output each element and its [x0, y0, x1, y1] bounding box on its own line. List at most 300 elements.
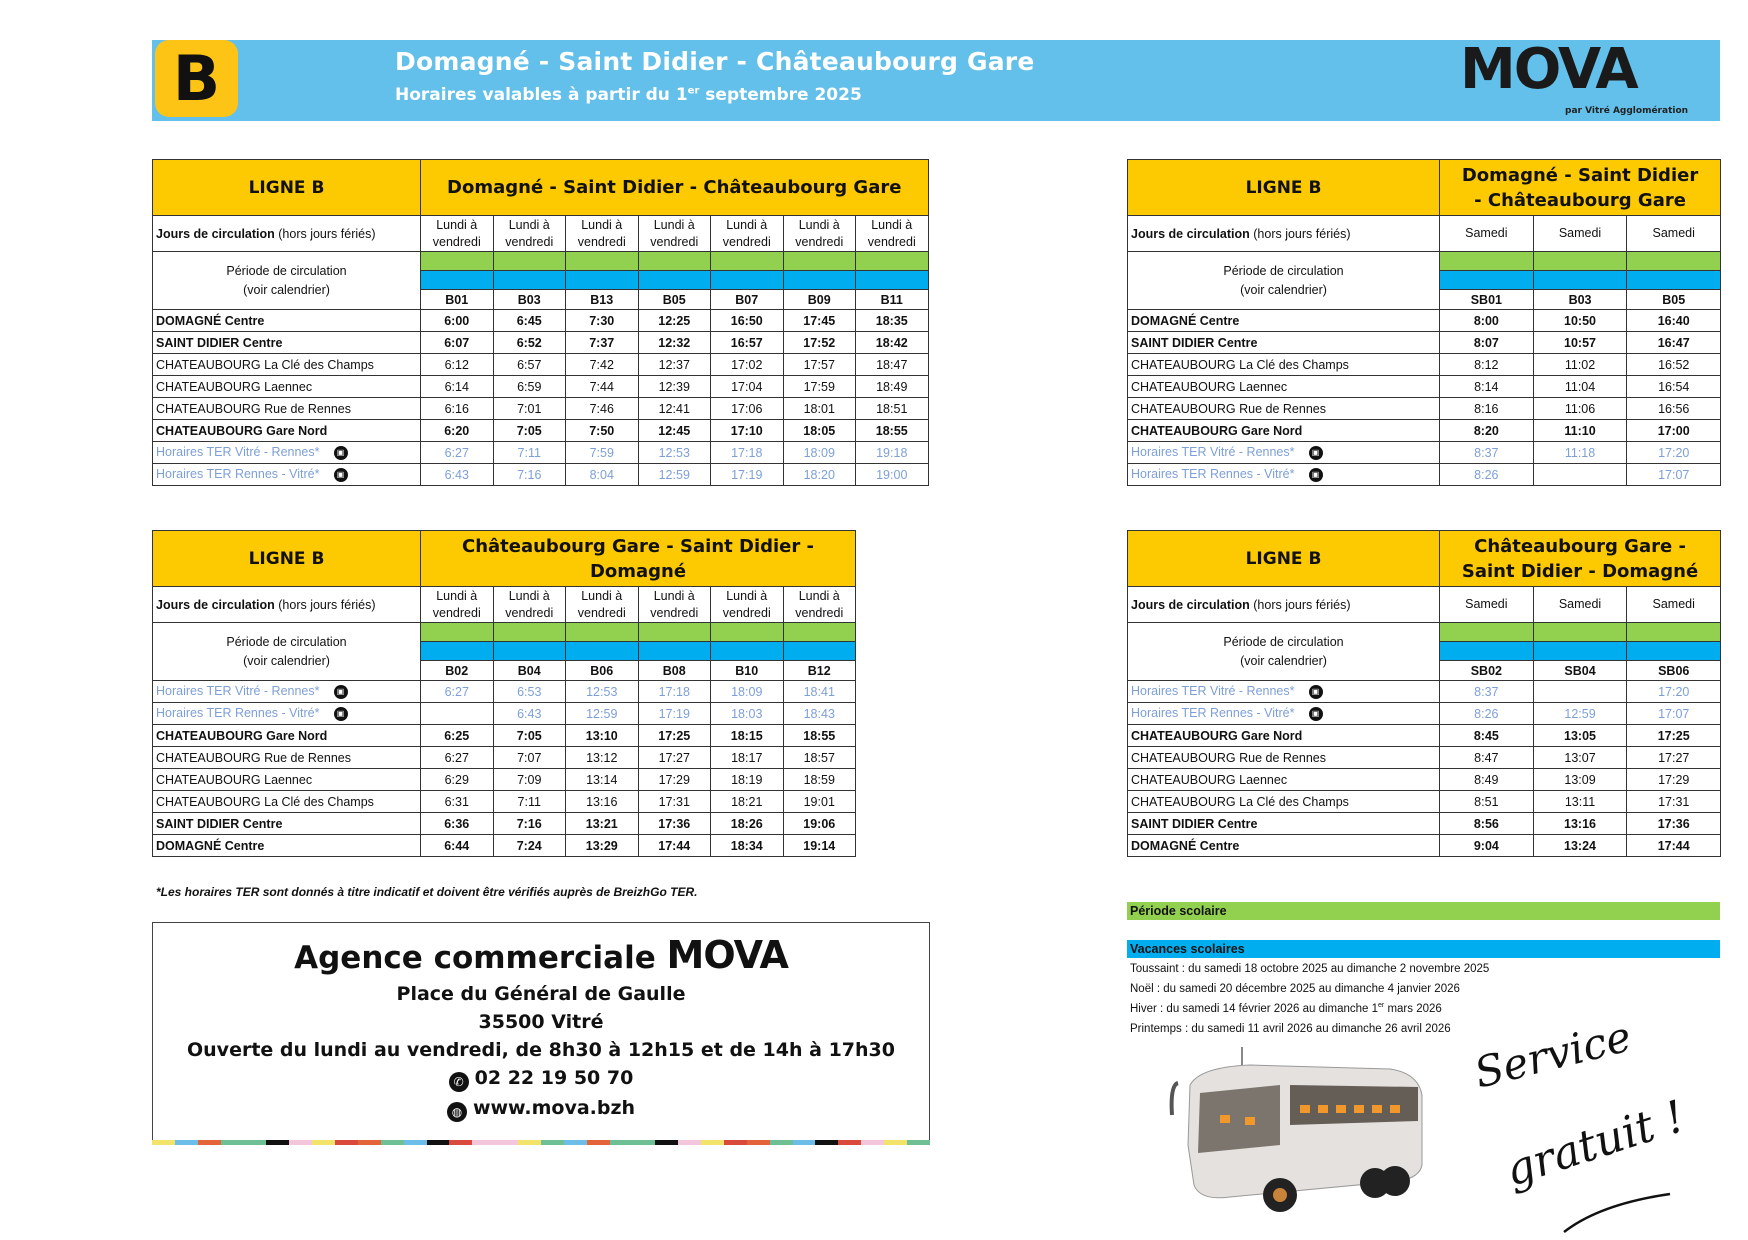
- time-cell: 13:12: [566, 747, 639, 769]
- stop-name: Horaires TER Vitré - Rennes* ▣: [1128, 442, 1440, 464]
- time-cell: 12:53: [566, 681, 639, 703]
- time-cell: 7:42: [566, 354, 639, 376]
- trip-code: B12: [783, 661, 856, 681]
- time-cell: 13:05: [1533, 725, 1627, 747]
- stripe-segment: [152, 1140, 175, 1145]
- stop-name: CHATEAUBOURG Rue de Rennes: [153, 398, 421, 420]
- time-cell: 8:37: [1440, 681, 1534, 703]
- trip-code: SB04: [1533, 661, 1627, 681]
- stop-name: CHATEAUBOURG Gare Nord: [153, 725, 421, 747]
- time-cell: 17:00: [1627, 420, 1721, 442]
- days-cell: Samedi: [1533, 216, 1627, 252]
- time-cell: 18:47: [856, 354, 929, 376]
- stripe-segment: [610, 1140, 633, 1145]
- time-cell: 17:02: [711, 354, 784, 376]
- time-cell: 12:59: [638, 464, 711, 486]
- stop-name: CHATEAUBOURG La Clé des Champs: [1128, 791, 1440, 813]
- table-row: [153, 725, 856, 747]
- vacation-period-marker: [493, 642, 566, 661]
- stripe-segment: [518, 1140, 541, 1145]
- time-cell: [1533, 681, 1627, 703]
- line-label: LIGNE B: [1128, 531, 1440, 587]
- stripe-segment: [495, 1140, 518, 1145]
- time-cell: 7:30: [566, 310, 639, 332]
- time-cell: 8:51: [1440, 791, 1534, 813]
- timetable-3: [152, 530, 856, 857]
- time-cell: 6:27: [421, 747, 494, 769]
- stripe-segment: [541, 1140, 564, 1145]
- trip-code: B10: [711, 661, 784, 681]
- agency-website[interactable]: ◍ www.mova.bzh: [153, 1097, 929, 1122]
- trip-code: B04: [493, 661, 566, 681]
- route-title: Châteaubourg Gare - Saint Didier - Domagné: [421, 531, 856, 587]
- school-period-marker: [1440, 623, 1534, 642]
- time-cell: 18:01: [783, 398, 856, 420]
- time-cell: 10:50: [1533, 310, 1627, 332]
- vacation-toussaint: Toussaint : du samedi 18 octobre 2025 au dimanche 2 novembre 2025: [1130, 963, 1490, 975]
- stripe-segment: [907, 1140, 930, 1145]
- vacation-period-marker: [1440, 642, 1534, 661]
- school-period-marker: [783, 623, 856, 642]
- time-cell: 17:45: [783, 310, 856, 332]
- stop-name: Horaires TER Rennes - Vitré* ▣: [153, 464, 421, 486]
- time-cell: 8:26: [1440, 703, 1534, 725]
- time-cell: 7:16: [493, 464, 566, 486]
- trip-code: B03: [493, 290, 566, 310]
- trip-code: B03: [1533, 290, 1627, 310]
- vacation-period-marker: [566, 642, 639, 661]
- table-row: [1128, 835, 1721, 857]
- time-cell: 6:00: [421, 310, 494, 332]
- stripe-segment: [427, 1140, 450, 1145]
- time-cell: 11:04: [1533, 376, 1627, 398]
- vacation-period-marker: [856, 271, 929, 290]
- table-row: [153, 703, 856, 725]
- time-cell: 12:32: [638, 332, 711, 354]
- time-cell: 6:44: [421, 835, 494, 857]
- time-cell: 17:19: [638, 703, 711, 725]
- time-cell: 11:18: [1533, 442, 1627, 464]
- time-cell: 18:51: [856, 398, 929, 420]
- table-row: [1128, 398, 1721, 420]
- stripe-segment: [175, 1140, 198, 1145]
- time-cell: 16:47: [1627, 332, 1721, 354]
- time-cell: 18:41: [783, 681, 856, 703]
- time-cell: 17:25: [638, 725, 711, 747]
- time-cell: 17:04: [711, 376, 784, 398]
- time-cell: 8:45: [1440, 725, 1534, 747]
- time-cell: 19:06: [783, 813, 856, 835]
- trip-code: B07: [711, 290, 784, 310]
- time-cell: 19:00: [856, 464, 929, 486]
- days-cell: Samedi: [1440, 216, 1534, 252]
- time-cell: 7:09: [493, 769, 566, 791]
- time-cell: 18:09: [783, 442, 856, 464]
- time-cell: 16:50: [711, 310, 784, 332]
- stop-name: DOMAGNÉ Centre: [1128, 310, 1440, 332]
- stripe-segment: [770, 1140, 793, 1145]
- days-cell: Lundi à vendredi: [493, 587, 566, 623]
- stop-name: CHATEAUBOURG Gare Nord: [153, 420, 421, 442]
- stripe-segment: [655, 1140, 678, 1145]
- stripe-segment: [358, 1140, 381, 1145]
- time-cell: 8:56: [1440, 813, 1534, 835]
- time-cell: 18:20: [783, 464, 856, 486]
- time-cell: 16:56: [1627, 398, 1721, 420]
- time-cell: 18:05: [783, 420, 856, 442]
- time-cell: 6:14: [421, 376, 494, 398]
- table-row: [153, 398, 929, 420]
- stripe-segment: [404, 1140, 427, 1145]
- days-cell: Samedi: [1440, 587, 1534, 623]
- stripe-segment: [221, 1140, 244, 1145]
- stop-name: Horaires TER Vitré - Rennes* ▣: [153, 681, 421, 703]
- train-icon: ▣: [1309, 446, 1323, 460]
- table-row: [1128, 813, 1721, 835]
- school-period-marker: [566, 623, 639, 642]
- trip-code: B06: [566, 661, 639, 681]
- stop-name: Horaires TER Vitré - Rennes* ▣: [1128, 681, 1440, 703]
- stop-name: CHATEAUBOURG La Clé des Champs: [153, 791, 421, 813]
- timetable-1: [152, 159, 929, 486]
- time-cell: 18:57: [783, 747, 856, 769]
- time-cell: 17:29: [638, 769, 711, 791]
- time-cell: 18:34: [711, 835, 784, 857]
- time-cell: 8:07: [1440, 332, 1534, 354]
- time-cell: 8:49: [1440, 769, 1534, 791]
- time-cell: 7:16: [493, 813, 566, 835]
- days-cell: Lundi à vendredi: [421, 587, 494, 623]
- school-period-marker: [638, 252, 711, 271]
- trip-code: B13: [566, 290, 639, 310]
- table-row: [153, 791, 856, 813]
- time-cell: 7:37: [566, 332, 639, 354]
- time-cell: 6:07: [421, 332, 494, 354]
- stop-name: CHATEAUBOURG Laennec: [153, 376, 421, 398]
- stripe-segment: [861, 1140, 884, 1145]
- table-row: [153, 354, 929, 376]
- time-cell: 12:45: [638, 420, 711, 442]
- timetable-2: [1127, 159, 1721, 486]
- mova-logo-subtitle: par Vitré Agglomération: [1565, 106, 1689, 116]
- time-cell: 17:44: [638, 835, 711, 857]
- train-icon: ▣: [1309, 707, 1323, 721]
- stripe-segment: [449, 1140, 472, 1145]
- stop-name: CHATEAUBOURG La Clé des Champs: [153, 354, 421, 376]
- time-cell: 17:31: [638, 791, 711, 813]
- stripe-segment: [632, 1140, 655, 1145]
- time-cell: 13:10: [566, 725, 639, 747]
- time-cell: 6:45: [493, 310, 566, 332]
- vacation-hiver: Hiver : du samedi 14 février 2026 au dimanche 1er mars 2026: [1130, 1002, 1442, 1015]
- table-row: [1128, 725, 1721, 747]
- stripe-segment: [747, 1140, 770, 1145]
- time-cell: 6:27: [421, 442, 494, 464]
- school-period-marker: [421, 623, 494, 642]
- vacation-period-marker: [638, 642, 711, 661]
- time-cell: 8:37: [1440, 442, 1534, 464]
- time-cell: 17:25: [1627, 725, 1721, 747]
- agency-city: 35500 Vitré: [478, 1011, 604, 1033]
- stop-name: CHATEAUBOURG Gare Nord: [1128, 420, 1440, 442]
- page-title: Domagné - Saint Didier - Châteaubourg Gare: [395, 47, 1035, 76]
- time-cell: [421, 703, 494, 725]
- time-cell: 8:12: [1440, 354, 1534, 376]
- vacation-period-marker: [566, 271, 639, 290]
- time-cell: 10:57: [1533, 332, 1627, 354]
- time-cell: 12:37: [638, 354, 711, 376]
- school-period-marker: [493, 623, 566, 642]
- time-cell: 6:43: [493, 703, 566, 725]
- period-label: Période de circulation (voir calendrier): [153, 623, 421, 681]
- time-cell: 8:04: [566, 464, 639, 486]
- phone-icon: ✆: [449, 1072, 469, 1092]
- timetable-4: [1127, 530, 1721, 857]
- stripe-segment: [724, 1140, 747, 1145]
- vacation-period-marker: [783, 271, 856, 290]
- table-row: [1128, 332, 1721, 354]
- time-cell: 16:40: [1627, 310, 1721, 332]
- days-cell: Lundi à vendredi: [783, 216, 856, 252]
- stop-name: CHATEAUBOURG Laennec: [1128, 769, 1440, 791]
- days-cell: Samedi: [1627, 216, 1721, 252]
- time-cell: 18:59: [783, 769, 856, 791]
- school-period-marker: [638, 623, 711, 642]
- school-period-marker: [711, 623, 784, 642]
- agency-phone[interactable]: ✆ 02 22 19 50 70: [153, 1067, 929, 1092]
- time-cell: 17:52: [783, 332, 856, 354]
- trip-code: B09: [783, 290, 856, 310]
- trip-code: B02: [421, 661, 494, 681]
- mova-logo: MOVA: [1460, 37, 1637, 102]
- trip-code: B01: [421, 290, 494, 310]
- trip-code: B05: [638, 290, 711, 310]
- period-label: Période de circulation (voir calendrier): [153, 252, 421, 310]
- table-row: [153, 813, 856, 835]
- trip-code: SB02: [1440, 661, 1534, 681]
- table-row: [153, 332, 929, 354]
- time-cell: 18:49: [856, 376, 929, 398]
- stop-name: DOMAGNÉ Centre: [1128, 835, 1440, 857]
- time-cell: 13:16: [566, 791, 639, 813]
- table-row: [1128, 442, 1721, 464]
- table-row: [1128, 769, 1721, 791]
- table-row: [1128, 464, 1721, 486]
- time-cell: 13:16: [1533, 813, 1627, 835]
- legend-vacances-scolaires: Vacances scolaires: [1127, 940, 1720, 958]
- time-cell: 7:05: [493, 420, 566, 442]
- vacation-period-marker: [1440, 271, 1534, 290]
- table-row: [1128, 420, 1721, 442]
- table-row: [1128, 310, 1721, 332]
- days-cell: Lundi à vendredi: [711, 216, 784, 252]
- time-cell: 17:59: [783, 376, 856, 398]
- time-cell: 7:11: [493, 791, 566, 813]
- agency-box: [152, 922, 930, 1145]
- time-cell: 18:21: [711, 791, 784, 813]
- stripe-segment: [815, 1140, 838, 1145]
- stripe-segment: [587, 1140, 610, 1145]
- route-title: Domagné - Saint Didier - Châteaubourg Gare: [1440, 160, 1721, 216]
- vacation-noel: Noël : du samedi 20 décembre 2025 au dimanche 4 janvier 2026: [1130, 983, 1460, 995]
- time-cell: 8:16: [1440, 398, 1534, 420]
- gratuit-text: gratuit !: [1499, 1090, 1691, 1197]
- stripe-segment: [198, 1140, 221, 1145]
- time-cell: 18:17: [711, 747, 784, 769]
- time-cell: 13:24: [1533, 835, 1627, 857]
- time-cell: 17:27: [638, 747, 711, 769]
- stripe-segment: [838, 1140, 861, 1145]
- trip-code: SB06: [1627, 661, 1721, 681]
- legend-periode-scolaire: Période scolaire: [1127, 902, 1720, 920]
- stop-name: CHATEAUBOURG Rue de Rennes: [1128, 398, 1440, 420]
- vacation-printemps: Printemps : du samedi 11 avril 2026 au dimanche 26 avril 2026: [1130, 1023, 1451, 1035]
- time-cell: 8:47: [1440, 747, 1534, 769]
- time-cell: 17:36: [1627, 813, 1721, 835]
- time-cell: 17:31: [1627, 791, 1721, 813]
- period-label: Période de circulation (voir calendrier): [1128, 623, 1440, 681]
- time-cell: 6:27: [421, 681, 494, 703]
- agency-title: Agence commerciale MOVA: [294, 933, 788, 977]
- vacation-period-marker: [1533, 642, 1627, 661]
- time-cell: 13:07: [1533, 747, 1627, 769]
- days-cell: Lundi à vendredi: [638, 216, 711, 252]
- time-cell: 6:53: [493, 681, 566, 703]
- stop-name: Horaires TER Rennes - Vitré* ▣: [1128, 703, 1440, 725]
- table-row: [153, 769, 856, 791]
- stop-name: DOMAGNÉ Centre: [153, 310, 421, 332]
- time-cell: 6:20: [421, 420, 494, 442]
- time-cell: 12:39: [638, 376, 711, 398]
- time-cell: 6:31: [421, 791, 494, 813]
- time-cell: 17:18: [638, 681, 711, 703]
- table-row: [1128, 354, 1721, 376]
- table-row: [1128, 747, 1721, 769]
- time-cell: 6:36: [421, 813, 494, 835]
- time-cell: 6:25: [421, 725, 494, 747]
- days-cell: Samedi: [1627, 587, 1721, 623]
- route-title: Châteaubourg Gare - Saint Didier - Domagné: [1440, 531, 1721, 587]
- school-period-marker: [1627, 623, 1721, 642]
- stripe-segment: [244, 1140, 267, 1145]
- stop-name: SAINT DIDIER Centre: [153, 813, 421, 835]
- days-cell: Lundi à vendredi: [856, 216, 929, 252]
- stop-name: CHATEAUBOURG La Clé des Champs: [1128, 354, 1440, 376]
- time-cell: 17:19: [711, 464, 784, 486]
- time-cell: 7:24: [493, 835, 566, 857]
- trip-code: B11: [856, 290, 929, 310]
- time-cell: 19:14: [783, 835, 856, 857]
- school-period-marker: [1440, 252, 1534, 271]
- stop-name: CHATEAUBOURG Rue de Rennes: [153, 747, 421, 769]
- time-cell: 17:10: [711, 420, 784, 442]
- stripe-segment: [381, 1140, 404, 1145]
- time-cell: 18:15: [711, 725, 784, 747]
- time-cell: 13:21: [566, 813, 639, 835]
- time-cell: 17:29: [1627, 769, 1721, 791]
- stripe-segment: [312, 1140, 335, 1145]
- period-label: Période de circulation (voir calendrier): [1128, 252, 1440, 310]
- time-cell: 17:07: [1627, 464, 1721, 486]
- line-badge: B: [155, 40, 238, 117]
- train-icon: ▣: [1309, 468, 1323, 482]
- table-row: [153, 464, 929, 486]
- line-label: LIGNE B: [153, 160, 421, 216]
- time-cell: 18:35: [856, 310, 929, 332]
- time-cell: 19:18: [856, 442, 929, 464]
- stripe-segment: [793, 1140, 816, 1145]
- days-label: Jours de circulation (hors jours fériés): [153, 216, 421, 252]
- time-cell: 6:52: [493, 332, 566, 354]
- time-cell: 6:59: [493, 376, 566, 398]
- agency-hours: Ouverte du lundi au vendredi, de 8h30 à 12h15 et de 14h à 17h30: [187, 1039, 895, 1061]
- table-row: [153, 681, 856, 703]
- stop-name: SAINT DIDIER Centre: [1128, 813, 1440, 835]
- time-cell: 16:52: [1627, 354, 1721, 376]
- school-period-marker: [711, 252, 784, 271]
- time-cell: 6:16: [421, 398, 494, 420]
- days-cell: Lundi à vendredi: [493, 216, 566, 252]
- vacation-period-marker: [711, 642, 784, 661]
- time-cell: 8:00: [1440, 310, 1534, 332]
- time-cell: 7:07: [493, 747, 566, 769]
- school-period-marker: [493, 252, 566, 271]
- stripe-segment: [701, 1140, 724, 1145]
- time-cell: 7:44: [566, 376, 639, 398]
- time-cell: 12:25: [638, 310, 711, 332]
- time-cell: 8:26: [1440, 464, 1534, 486]
- time-cell: 17:20: [1627, 681, 1721, 703]
- stripe-segment: [472, 1140, 495, 1145]
- table-row: [1128, 376, 1721, 398]
- stop-name: Horaires TER Rennes - Vitré* ▣: [1128, 464, 1440, 486]
- school-period-marker: [1627, 252, 1721, 271]
- underline-stroke: [1560, 1190, 1680, 1235]
- time-cell: 7:59: [566, 442, 639, 464]
- time-cell: 6:57: [493, 354, 566, 376]
- train-icon: ▣: [334, 707, 348, 721]
- days-label: Jours de circulation (hors jours fériés): [1128, 216, 1440, 252]
- time-cell: 18:03: [711, 703, 784, 725]
- table-row: [153, 442, 929, 464]
- school-period-marker: [1533, 252, 1627, 271]
- stripe-segment: [266, 1140, 289, 1145]
- trip-code: B05: [1627, 290, 1721, 310]
- table-row: [1128, 791, 1721, 813]
- time-cell: 8:20: [1440, 420, 1534, 442]
- time-cell: 18:42: [856, 332, 929, 354]
- line-label: LIGNE B: [153, 531, 421, 587]
- time-cell: 12:59: [1533, 703, 1627, 725]
- time-cell: 18:43: [783, 703, 856, 725]
- route-title: Domagné - Saint Didier - Châteaubourg Gare: [421, 160, 929, 216]
- color-stripe: [152, 1140, 930, 1145]
- days-cell: Lundi à vendredi: [566, 216, 639, 252]
- school-period-marker: [566, 252, 639, 271]
- time-cell: 11:10: [1533, 420, 1627, 442]
- stop-name: CHATEAUBOURG Laennec: [1128, 376, 1440, 398]
- train-icon: ▣: [334, 685, 348, 699]
- validity-subtitle: Horaires valables à partir du 1er septembre 2025: [395, 85, 862, 105]
- table-row: [153, 376, 929, 398]
- vacation-period-marker: [1627, 642, 1721, 661]
- stop-name: SAINT DIDIER Centre: [1128, 332, 1440, 354]
- stop-name: Horaires TER Vitré - Rennes* ▣: [153, 442, 421, 464]
- stop-name: DOMAGNÉ Centre: [153, 835, 421, 857]
- days-cell: Lundi à vendredi: [711, 587, 784, 623]
- stop-name: SAINT DIDIER Centre: [153, 332, 421, 354]
- time-cell: 17:07: [1627, 703, 1721, 725]
